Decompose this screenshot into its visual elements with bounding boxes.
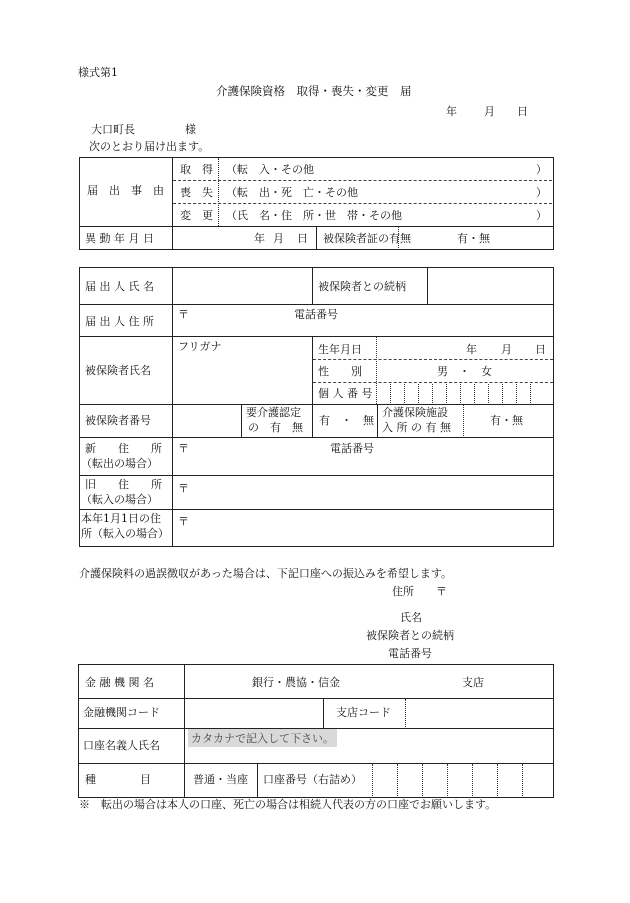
- form-number: 様式第1: [78, 66, 118, 79]
- institution-code-label: 金融機関コード: [83, 706, 160, 719]
- paren-close: ）: [536, 186, 547, 199]
- jan1-address-label-2: 所（転入の場合）: [81, 527, 169, 540]
- facility-label-1: 介護保険施設: [382, 406, 448, 419]
- addressee-name: 大口町長: [91, 123, 135, 136]
- refund-address-label: 住所: [392, 585, 414, 598]
- old-address-label-1: 旧 住 所: [85, 478, 162, 491]
- account-number-label: 口座番号（右詰め）: [263, 773, 362, 786]
- change-date-year[interactable]: 年: [254, 232, 265, 245]
- insurance-card-value[interactable]: 有・無: [457, 232, 490, 245]
- jan1-address-label-1: 本年1月1日の住: [81, 512, 161, 525]
- applicant-address-label: 届 出 人 住 所: [85, 315, 154, 328]
- postal-mark: 〒: [436, 585, 447, 598]
- reason-type-acquire: 取 得: [180, 163, 213, 176]
- phone-label: 電話番号: [294, 308, 338, 321]
- header-date-day: 日: [517, 105, 528, 118]
- insurance-card-label: 被保険者証の有無: [323, 232, 411, 245]
- birth-date-label: 生年月日: [318, 343, 362, 356]
- institution-types[interactable]: 銀行・農協・信金: [252, 676, 340, 689]
- birth-date-year[interactable]: 年: [466, 343, 477, 356]
- type-label: 種 目: [85, 773, 151, 786]
- birth-date-month[interactable]: 月: [501, 343, 512, 356]
- refund-phone-label: 電話番号: [388, 647, 432, 660]
- postal-mark: 〒: [178, 308, 189, 321]
- sex-label: 性 別: [318, 365, 362, 378]
- branch-label: 支店: [462, 676, 484, 689]
- postal-mark: 〒: [178, 442, 189, 455]
- phone-label: 電話番号: [330, 442, 374, 455]
- holder-label: 口座名義人氏名: [83, 739, 160, 752]
- header-date-year: 年: [446, 105, 457, 118]
- facility-value[interactable]: 有・無: [490, 414, 523, 427]
- postal-mark: 〒: [178, 482, 189, 495]
- header-date-month: 月: [484, 105, 495, 118]
- account-type-options[interactable]: 普通・当座: [193, 773, 248, 786]
- sex-options[interactable]: 男 ・ 女: [437, 365, 492, 378]
- reason-detail-loss[interactable]: （転 出・死 亡・その他: [226, 186, 358, 199]
- relationship-label: 被保険者との続柄: [318, 280, 406, 293]
- change-date-month[interactable]: 月: [273, 232, 284, 245]
- applicant-name-label: 届 出 人 氏 名: [85, 280, 154, 293]
- personal-number-label: 個 人 番 号: [318, 387, 373, 400]
- intro-text: 次のとおり届け出ます。: [89, 140, 210, 153]
- postal-mark: 〒: [178, 515, 189, 528]
- reason-detail-acquire[interactable]: （転 入・その他: [226, 163, 314, 176]
- footnote: ※ 転出の場合は本人の口座、死亡の場合は相続人代表の方の口座でお願いします。: [79, 798, 497, 811]
- holder-hint[interactable]: カタカナで記入して下さい。: [188, 729, 337, 747]
- facility-label-2: 入 所 の 有 無: [382, 421, 451, 434]
- care-cert-label-1: 要介護認定: [246, 406, 301, 419]
- reason-label: 届 出 事 由: [87, 184, 164, 197]
- furigana-label: フリガナ: [178, 340, 222, 353]
- insured-number-label: 被保険者番号: [85, 414, 151, 427]
- reason-type-loss: 喪 失: [180, 186, 213, 199]
- old-address-label-2: （転入の場合）: [81, 493, 158, 506]
- institution-label: 金 融 機 関 名: [85, 676, 154, 689]
- birth-date-day[interactable]: 日: [535, 343, 546, 356]
- addressee-honorific: 様: [185, 123, 196, 136]
- insured-name-label: 被保険者氏名: [85, 364, 151, 377]
- form-title: 介護保険資格 取得・喪失・変更 届: [216, 84, 412, 98]
- new-address-label-2: （転出の場合）: [81, 457, 158, 470]
- change-date-day[interactable]: 日: [297, 232, 308, 245]
- paren-close: ）: [536, 163, 547, 176]
- change-date-label: 異 動 年 月 日: [85, 232, 154, 245]
- care-cert-value[interactable]: 有 ・ 無: [319, 414, 374, 427]
- reason-type-change: 変 更: [180, 209, 213, 222]
- reason-detail-change[interactable]: （氏 名・住 所・世 帯・その他: [226, 209, 402, 222]
- paren-close: ）: [536, 209, 547, 222]
- refund-name-label: 氏名: [400, 611, 422, 624]
- refund-relationship-label: 被保険者との続柄: [366, 629, 454, 642]
- branch-code-label: 支店コード: [336, 706, 391, 719]
- care-cert-label-2: の 有 無: [248, 421, 303, 434]
- refund-statement: 介護保険料の過誤徴収があった場合は、下記口座への振込みを希望します。: [79, 567, 453, 580]
- new-address-label-1: 新 住 所: [85, 442, 162, 455]
